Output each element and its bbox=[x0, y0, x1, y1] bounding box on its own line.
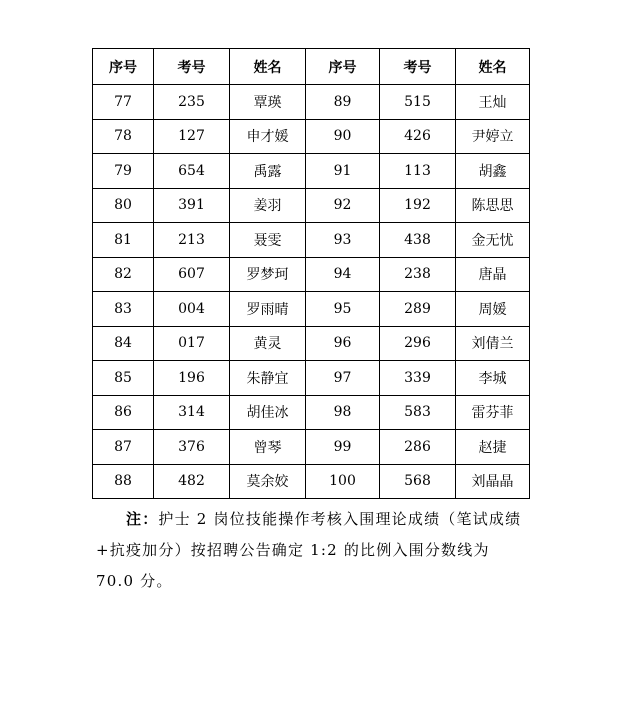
table-row bbox=[93, 326, 530, 361]
cell-exam-no-right: 296 bbox=[380, 326, 456, 361]
cell-name-right: 唐晶 bbox=[456, 257, 530, 292]
cell-seq-left: 79 bbox=[93, 154, 154, 189]
cell-name-right: 刘倩兰 bbox=[456, 326, 530, 361]
cell-name-left: 申才媛 bbox=[230, 119, 306, 154]
table-row bbox=[93, 119, 530, 154]
cell-name-left: 禹露 bbox=[230, 154, 306, 189]
table-row bbox=[93, 292, 530, 327]
candidate-table bbox=[92, 48, 530, 499]
table-row bbox=[93, 154, 530, 189]
cell-seq-right: 96 bbox=[306, 326, 380, 361]
cell-name-right: 王灿 bbox=[456, 85, 530, 120]
cell-exam-no-right: 583 bbox=[380, 395, 456, 430]
table-row bbox=[93, 223, 530, 258]
cell-name-left: 胡佳冰 bbox=[230, 395, 306, 430]
table-row bbox=[93, 85, 530, 120]
footnote bbox=[96, 504, 530, 597]
cell-seq-left: 77 bbox=[93, 85, 154, 120]
cell-seq-right: 95 bbox=[306, 292, 380, 327]
cell-name-right: 尹婷立 bbox=[456, 119, 530, 154]
cell-exam-no-left: 607 bbox=[154, 257, 230, 292]
cell-seq-left: 87 bbox=[93, 430, 154, 465]
cell-exam-no-left: 314 bbox=[154, 395, 230, 430]
cell-seq-right: 90 bbox=[306, 119, 380, 154]
cell-name-right: 金无忧 bbox=[456, 223, 530, 258]
cell-seq-left: 78 bbox=[93, 119, 154, 154]
note-text: 护士 2 岗位技能操作考核入围理论成绩（笔试成绩+抗疫加分）按招聘公告确定 1:2 的比例入围分数线为 70.0 分。 bbox=[96, 510, 522, 590]
cell-seq-right: 97 bbox=[306, 361, 380, 396]
cell-seq-left: 83 bbox=[93, 292, 154, 327]
cell-seq-left: 85 bbox=[93, 361, 154, 396]
cell-exam-no-left: 654 bbox=[154, 154, 230, 189]
cell-seq-left: 82 bbox=[93, 257, 154, 292]
note-label: 注： bbox=[126, 510, 159, 528]
cell-exam-no-left: 235 bbox=[154, 85, 230, 120]
header-exam-no-left: 考号 bbox=[154, 49, 230, 85]
cell-exam-no-right: 339 bbox=[380, 361, 456, 396]
cell-seq-right: 99 bbox=[306, 430, 380, 465]
cell-exam-no-right: 426 bbox=[380, 119, 456, 154]
cell-exam-no-right: 238 bbox=[380, 257, 456, 292]
cell-seq-right: 89 bbox=[306, 85, 380, 120]
table-header-row bbox=[93, 49, 530, 85]
cell-seq-right: 94 bbox=[306, 257, 380, 292]
cell-name-left: 罗雨晴 bbox=[230, 292, 306, 327]
cell-name-right: 赵捷 bbox=[456, 430, 530, 465]
table-row bbox=[93, 361, 530, 396]
cell-exam-no-left: 482 bbox=[154, 464, 230, 499]
header-name-right: 姓名 bbox=[456, 49, 530, 85]
cell-exam-no-left: 196 bbox=[154, 361, 230, 396]
cell-exam-no-right: 515 bbox=[380, 85, 456, 120]
cell-name-left: 覃瑛 bbox=[230, 85, 306, 120]
cell-name-right: 胡鑫 bbox=[456, 154, 530, 189]
cell-exam-no-right: 438 bbox=[380, 223, 456, 258]
cell-exam-no-right: 286 bbox=[380, 430, 456, 465]
table-row bbox=[93, 464, 530, 499]
table-row bbox=[93, 257, 530, 292]
cell-name-right: 周媛 bbox=[456, 292, 530, 327]
cell-seq-right: 98 bbox=[306, 395, 380, 430]
table-row bbox=[93, 430, 530, 465]
cell-seq-left: 84 bbox=[93, 326, 154, 361]
cell-name-right: 陈思思 bbox=[456, 188, 530, 223]
cell-seq-left: 88 bbox=[93, 464, 154, 499]
cell-seq-left: 81 bbox=[93, 223, 154, 258]
cell-exam-no-right: 192 bbox=[380, 188, 456, 223]
cell-name-left: 聂雯 bbox=[230, 223, 306, 258]
cell-exam-no-right: 568 bbox=[380, 464, 456, 499]
cell-name-left: 姜羽 bbox=[230, 188, 306, 223]
cell-seq-left: 86 bbox=[93, 395, 154, 430]
cell-name-left: 罗梦珂 bbox=[230, 257, 306, 292]
cell-exam-no-left: 017 bbox=[154, 326, 230, 361]
cell-exam-no-left: 127 bbox=[154, 119, 230, 154]
cell-name-left: 曾琴 bbox=[230, 430, 306, 465]
cell-exam-no-left: 004 bbox=[154, 292, 230, 327]
table-row bbox=[93, 395, 530, 430]
cell-name-right: 刘晶晶 bbox=[456, 464, 530, 499]
table-body bbox=[93, 85, 530, 499]
cell-name-right: 雷芬菲 bbox=[456, 395, 530, 430]
table-row bbox=[93, 188, 530, 223]
cell-name-right: 李城 bbox=[456, 361, 530, 396]
cell-name-left: 朱静宜 bbox=[230, 361, 306, 396]
header-exam-no-right: 考号 bbox=[380, 49, 456, 85]
header-name-left: 姓名 bbox=[230, 49, 306, 85]
cell-exam-no-left: 213 bbox=[154, 223, 230, 258]
cell-seq-left: 80 bbox=[93, 188, 154, 223]
cell-seq-right: 91 bbox=[306, 154, 380, 189]
cell-seq-right: 100 bbox=[306, 464, 380, 499]
header-seq-left: 序号 bbox=[93, 49, 154, 85]
cell-exam-no-right: 113 bbox=[380, 154, 456, 189]
cell-seq-right: 92 bbox=[306, 188, 380, 223]
cell-seq-right: 93 bbox=[306, 223, 380, 258]
cell-exam-no-right: 289 bbox=[380, 292, 456, 327]
cell-exam-no-left: 376 bbox=[154, 430, 230, 465]
cell-exam-no-left: 391 bbox=[154, 188, 230, 223]
header-seq-right: 序号 bbox=[306, 49, 380, 85]
cell-name-left: 莫余姣 bbox=[230, 464, 306, 499]
cell-name-left: 黄灵 bbox=[230, 326, 306, 361]
